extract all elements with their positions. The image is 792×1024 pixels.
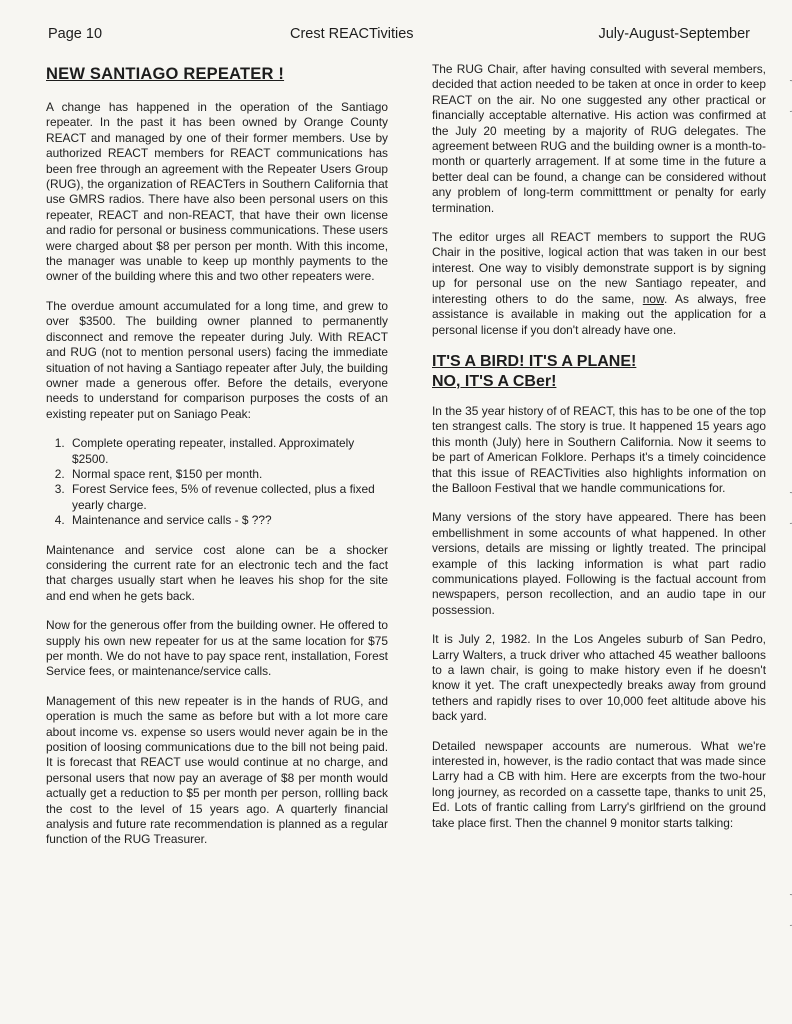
binder-holes	[762, 0, 792, 1024]
list-item: 3. Forest Service fees, 5% of revenue collected, plus a fixed yearly charge.	[68, 482, 388, 513]
list-item: 2. Normal space rent, $150 per month.	[68, 467, 388, 482]
paragraph: It is July 2, 1982. In the Los Angeles suburb of San Pedro, Larry Walters, a truck driver who attached 45 weather balloons to a lawn chair, is going to make history even if he doesn't know it yet. The craft unexpectedly breaks away from ground tethers and rapidly rises to over 10,000 feet altitude above his back yard.	[432, 632, 766, 724]
page-header	[48, 26, 750, 46]
binder-hole	[767, 485, 792, 530]
binder-hole	[767, 73, 792, 118]
issue-date: July-August-September	[598, 26, 750, 42]
paragraph	[432, 230, 766, 338]
emphasis-now: now	[642, 291, 664, 306]
paragraph: Now for the generous offer from the building owner. He offered to supply his own new repeater for us at the same location for $75 per month. We do not have to pay space rent, installation, Forest Service fees, or maintenance/service calls.	[46, 618, 388, 679]
paragraph: Maintenance and service cost alone can be a shocker considering the current rate for an electronic tech and the fact that charges usually start when he leaves his shop for the site and end when he gets back.	[46, 542, 388, 603]
text-run: The editor urges all REACT members to support the RUG Chair in the positive, logical action that was taken in our best interest. One way to visibly demonstrate support is by signing up for personal use on the new Santiago repeater, and interesting others to do the same,	[432, 230, 766, 306]
headline-line: NO, IT'S A CBer!	[432, 372, 557, 390]
right-column	[432, 62, 766, 984]
paragraph: The overdue amount accumulated for a long time, and grew to over $3500. The building owner planned to permanently disconnect and remove the repeater during July. With REACT and RUG (not to mention personal users) facing the immediate situation of not having a Santiago repeater after July, the building owner made a generous offer. Before the details, everyone needs to understand for comparison purposes the costs of an existing repeater put on Saniago Peak:	[46, 298, 388, 421]
paragraph: Detailed newspaper accounts are numerous. What we're interested in, however, is the radio contact that was made since Larry had a CB with him. Here are excerpts from the two-hour long journey, as recorded on a cassette tape, thanks to unit 25, Ed. Lots of frantic calling from Larry's girlfriend on the ground take place first. Then the channel 9 monitor starts talking:	[432, 738, 766, 830]
page-number: Page 10	[48, 26, 103, 42]
article-title-santiago: NEW SANTIAGO REPEATER !	[46, 65, 285, 83]
cost-list	[46, 436, 388, 528]
paragraph: In the 35 year history of of REACT, this has to be one of the top ten strangest calls. The story is true. It happened 15 years ago this month (July) here in Southern California. Now it seems to be part of American Folklore. Perhaps it's a timely coincidence that this issue of REACTivities also highlights information on the Balloon Festival that we handle communications for.	[432, 403, 766, 495]
text-run: . As always, free assistance is available in making out the application for a personal license if you don't already have one.	[432, 291, 766, 337]
list-item: 1. Complete operating repeater, installed. Approximately $2500.	[68, 436, 388, 467]
paragraph: Management of this new repeater is in the hands of RUG, and operation is much the same as before but with a lot more care about income vs. expense so users would never again be in the position of loosing communications due to the bill not being paid. It is forecast that REACT use would continue at no charge, and personal users that now pay an average of $8 per month would actually get a reduction to $5 per month per person, rollling back the cost to the level of 15 years ago. A quarterly financial analysis and future rate recommendation is planned as a regular function of the RUG Treasurer.	[46, 693, 388, 847]
headline-line: IT'S A BIRD! IT'S A PLANE!	[432, 352, 637, 370]
paragraph: The RUG Chair, after having consulted with several members, decided that action needed to be taken at once in order to keep REACT on the air. No one suggested any other practical or financially acceptable alternative. His action was confirmed at the July 20 meeting by a majority of RUG delegates. The agreement between RUG and the building owner is a month-to-month or quarterly arragement. If at some time in the future a better deal can be found, a change can be considered without any problem of long-term committtment or penalty for early termination.	[432, 62, 766, 215]
list-item: 4. Maintenance and service calls - $ ???	[68, 513, 388, 528]
paragraph: A change has happened in the operation of the Santiago repeater. In the past it has been owned by Orange County REACT and managed by one of their former members. Use by authorized REACT members for REACT communications has been free through an agreement with the Repeater Users Group (RUG), the organization of REACTers in Southern California that use GMRS radios. There have also been personal users on this repeater, REACT and non-REACT, that have their own license and radio for personal or business communications. These users were charged about $8 per person per month. With this income, the manager was unable to keep up monthly payments to the owner of the building where this and two other repeaters were.	[46, 100, 388, 284]
publication-name: Crest REACTivities	[290, 26, 414, 42]
article-title-cber	[432, 352, 766, 392]
paragraph: Many versions of the story have appeared. There has been embellishment in some accounts of what happened. In other versions, details are missing or lightly treated. The principal example of this lacking information is what part radio communications played. Following is the factual account from newspapers, person recollection, and an audio tape in our possession.	[432, 510, 766, 617]
left-column	[46, 62, 388, 984]
binder-hole	[767, 887, 792, 932]
